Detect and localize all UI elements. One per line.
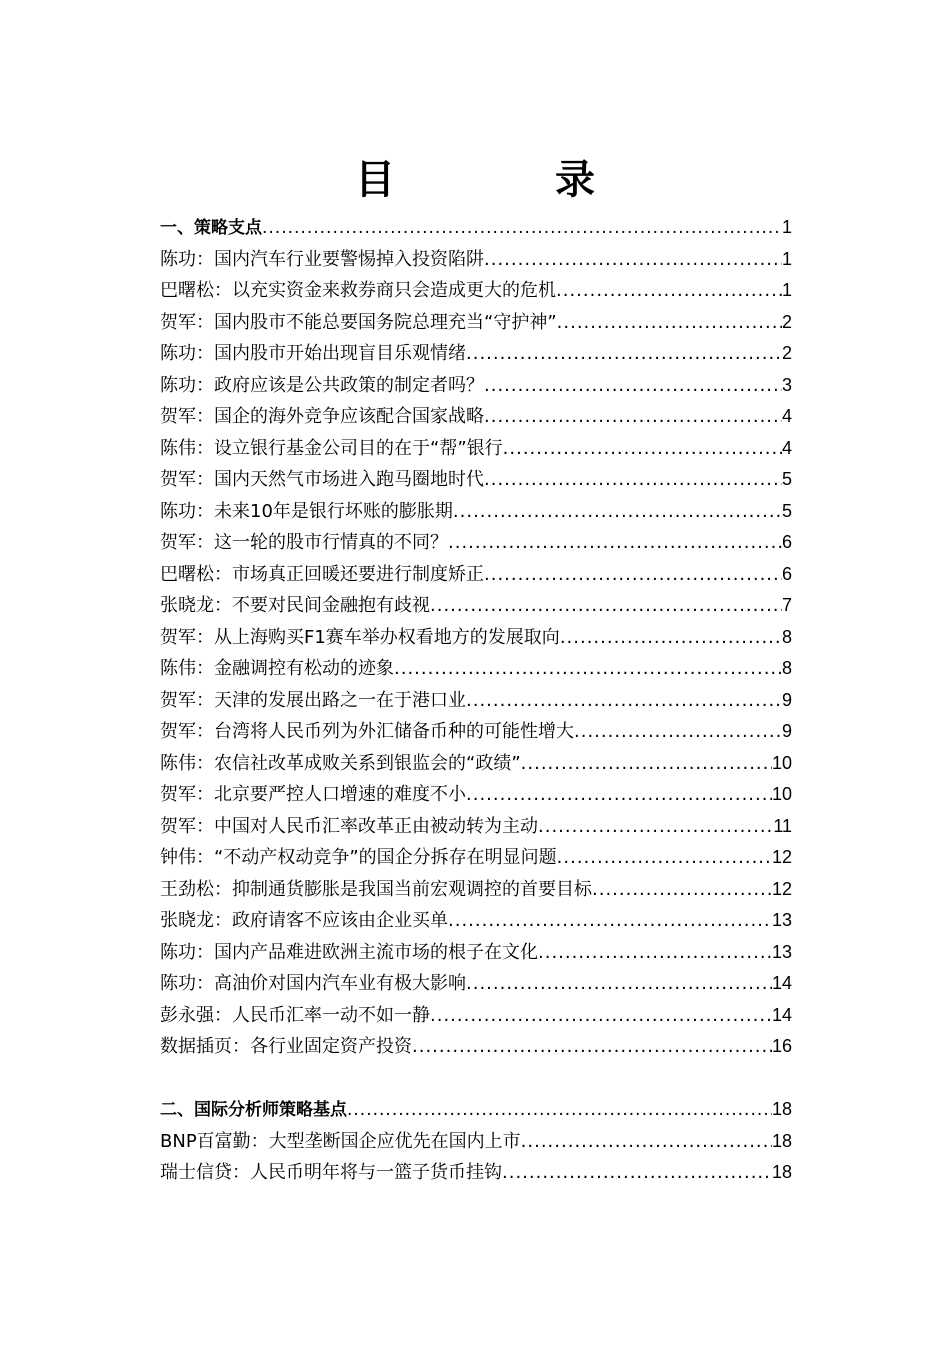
toc-page-number: 18 [771,1130,792,1151]
toc-entry-label: 陈功：政府应该是公共政策的制定者吗？ [160,374,484,396]
toc-entry-label: 贺军：这一轮的股市行情真的不同？ [160,532,448,553]
dot-leader [502,1157,772,1189]
toc-entry[interactable] [160,685,792,717]
toc-page-number: 14 [771,973,792,993]
toc-page-number: 10 [771,752,792,773]
dot-leader [521,1126,772,1158]
dot-leader [557,842,772,874]
dot-leader [503,433,782,465]
toc-page-number: 2 [781,311,792,332]
dot-leader [556,275,782,307]
toc-page-number: 16 [771,1036,792,1056]
toc-entry[interactable] [160,653,792,685]
toc-section-strategy [160,212,792,1063]
dot-leader [262,213,782,244]
dot-leader [574,716,782,748]
dot-leader [466,338,782,370]
toc-entry-label: 钟伟：“不动产权动竞争”的国企分拆存在明显问题 [160,847,557,868]
dot-leader [412,1031,772,1063]
toc-section-heading[interactable] [160,1094,792,1126]
toc-page-number: 18 [771,1099,792,1119]
dot-leader [448,905,772,937]
toc-title: 目 录 [355,157,655,203]
toc-entry[interactable] [160,842,792,874]
toc-entry-label: 巴曙松：以充实资金来救券商只会造成更大的危机 [160,280,556,301]
toc-page-number: 6 [781,563,792,584]
toc-entry-label: 陈功：未来10年是银行坏账的膨胀期 [160,500,453,522]
toc-entry-label: 陈伟：设立银行基金公司目的在于“帮”银行 [160,437,503,459]
toc-page-number: 8 [781,658,792,678]
dot-leader [466,685,782,717]
toc-page-number: 8 [781,626,792,647]
toc-page-number: 4 [781,437,792,458]
toc-page-number: 2 [781,343,792,363]
toc-entry-label: 陈伟：金融调控有松动的迹象 [160,658,394,679]
toc-entry[interactable] [160,559,792,591]
dot-leader [448,527,782,559]
toc-entry[interactable] [160,779,792,811]
dot-leader [466,968,772,1000]
toc-page-number: 7 [781,595,792,615]
dot-leader [484,464,782,496]
toc-entry-label: 陈功：国内产品难进欧洲主流市场的根子在文化 [160,941,538,963]
toc-entry[interactable] [160,716,792,748]
dot-leader [466,779,772,811]
toc-page-number: 18 [771,1162,792,1182]
toc-entry-label: 张晓龙：政府请客不应该由企业买单 [160,910,448,931]
toc-entry[interactable] [160,811,792,843]
toc-page-number: 11 [773,815,792,836]
dot-leader [592,874,772,906]
toc-entry[interactable] [160,968,792,1000]
toc-entry[interactable] [160,496,792,528]
toc-page-number: 10 [771,784,792,804]
toc-entry-label: 贺军：天津的发展出路之一在于港口业 [160,689,466,711]
toc-entry[interactable] [160,590,792,622]
dot-leader [430,1000,772,1032]
dot-leader [560,622,782,654]
dot-leader [430,590,782,622]
toc-entry[interactable] [160,433,792,465]
toc-page-number: 9 [781,721,792,741]
toc-entry-label: 彭永强：人民币汇率一动不如一静 [160,1004,430,1026]
dot-leader [538,937,772,969]
toc-entry-label: 贺军：中国对人民币汇率改革正由被动转为主动 [160,815,538,837]
toc-page-number: 12 [771,878,792,899]
toc-entry-label: 二、国际分析师策略基点 [160,1100,347,1120]
toc-entry-label: 数据插页：各行业固定资产投资 [160,1036,412,1057]
dot-leader [484,559,782,591]
toc-entry-label: 王劲松：抑制通货膨胀是我国当前宏观调控的首要目标 [160,878,592,900]
toc-page-number: 13 [771,910,792,930]
toc-entry[interactable] [160,275,792,307]
toc-entry-label: 一、策略支点 [160,218,262,238]
toc-entry-label: 贺军：北京要严控人口增速的难度不小 [160,784,466,805]
toc-entry[interactable] [160,338,792,370]
toc-page-number: 6 [781,532,792,552]
toc-section-international [160,1094,792,1189]
toc-entry-label: 陈功：高油价对国内汽车业有极大影响 [160,973,466,994]
toc-page-number: 12 [771,847,792,867]
toc-entry-label: 贺军：国内股市不能总要国务院总理充当“守护神” [160,311,557,333]
toc-entry[interactable] [160,937,792,969]
toc-page-number: 14 [771,1004,792,1025]
toc-section-heading[interactable] [160,212,792,244]
toc-entry[interactable] [160,244,792,276]
toc-entry[interactable] [160,401,792,433]
toc-entry[interactable] [160,1031,792,1063]
toc-entry[interactable] [160,370,792,402]
toc-entry-label: 陈功：国内股市开始出现盲目乐观情绪 [160,343,466,364]
toc-entry-label: BNP百富勤：大型垄断国企应优先在国内上市 [160,1130,521,1152]
toc-page-number: 1 [781,280,792,300]
toc-entry-label: 陈伟：农信社改革成败关系到银监会的“政绩” [160,752,521,774]
toc-page-number: 1 [781,217,792,237]
toc-entry-label: 陈功：国内汽车行业要警惕掉入投资陷阱 [160,248,484,270]
toc-page-number: 4 [781,406,792,426]
toc-entry[interactable] [160,905,792,937]
toc-entry[interactable] [160,1000,792,1032]
toc-page-number: 3 [781,374,792,395]
toc-entry[interactable] [160,874,792,906]
toc-entry[interactable] [160,527,792,559]
dot-leader [484,401,782,433]
toc-page-number: 1 [781,248,792,269]
toc-page-number: 13 [771,941,792,962]
toc-entry[interactable] [160,464,792,496]
toc-page-number: 9 [781,689,792,710]
toc-entry-label: 贺军：国企的海外竞争应该配合国家战略 [160,406,484,427]
toc-entry[interactable] [160,307,792,339]
toc-entry-label: 张晓龙：不要对民间金融抱有歧视 [160,595,430,616]
dot-leader [347,1095,772,1126]
dot-leader [484,244,782,276]
toc-page-number: 5 [781,469,792,489]
toc-entry-label: 贺军：台湾将人民币列为外汇储备币种的可能性增大 [160,721,574,742]
toc-entry[interactable] [160,748,792,780]
toc-entry[interactable] [160,622,792,654]
toc-entry-label: 贺军：从上海购买F1赛车举办权看地方的发展取向 [160,626,560,648]
dot-leader [521,748,772,780]
dot-leader [394,653,782,685]
dot-leader [538,811,773,843]
dot-leader [484,370,782,402]
toc-entry[interactable] [160,1126,792,1158]
toc-entry-label: 瑞士信贷：人民币明年将与一篮子货币挂钩 [160,1162,502,1183]
toc-entry[interactable] [160,1157,792,1189]
dot-leader [453,496,782,528]
toc-page-number: 5 [781,500,792,521]
dot-leader [557,307,782,339]
toc-entry-label: 贺军：国内天然气市场进入跑马圈地时代 [160,469,484,490]
toc-entry-label: 巴曙松：市场真正回暖还要进行制度矫正 [160,563,484,585]
